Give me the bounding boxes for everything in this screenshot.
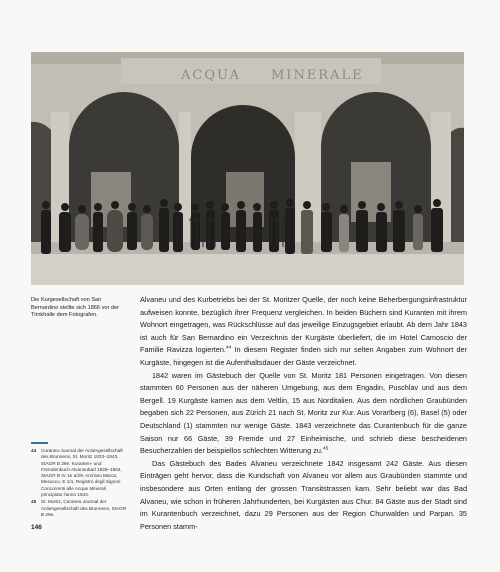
page-number: 146 — [31, 524, 42, 531]
footnote-text: Curaneu-Journal der Actiengesellschaft des Brunnens, St. Moritz 1833–1843, StAGR B 29e; Kuranten- und Fremdenbuch Alvaneubad 1828–1864, StAGR B IV 1e a/29; Archivio Marca, Mesocco, E 1/1, Registro degli Signori Concorrenti alle Acque Minerali principiato l'anno 1843. — [41, 448, 123, 498]
photo-caption: Die Kurgesellschaft von San Bernardino stellte sich 1866 vor der Trinkhalle dem Fotografen. — [31, 297, 119, 319]
footnote — [31, 448, 127, 498]
footnote-reference[interactable]: 44 — [225, 345, 232, 351]
footnote — [31, 499, 127, 518]
footnote-text: St. Moritz, Curaneu-Journal der Actiengesellschaft des Brunnens, StAGR B 29e. — [41, 499, 127, 517]
photo-illustration — [31, 52, 464, 285]
footnote-reference[interactable]: 45 — [322, 446, 329, 452]
footnote-number: 44 — [31, 448, 37, 453]
body-paragraph: 1842 waren im Gästebuch der Quelle von St. Moritz 181 Personen eingetragen. Von diesen stammten 60 Personen aus der näheren Umgebung, aus dem Engadin, Puschlav und aus dem Bergell. 19 Kurgäste kamen aus dem Veltlin, 15 aus Norditalien. Aus dem nördlichen Graubünden begaben sich 22 Personen, aus Zürich 21 nach St. Moritz zur Kur. Aus Vorarlberg (6), Basel (5) oder Deutschland (1) stammten nur wenige Gäste. 1843 verzeichnete das Curantenbuch für die ganze Saison nur 66 Gäste, 39 Fremde und 27 Einheimische, und schrieb diese bescheidenen Besucherzahlen der beispiellos schlechten Witterung zu.$^{45}$ — [140, 370, 467, 456]
historical-photograph — [31, 52, 464, 285]
body-text — [140, 294, 467, 533]
body-paragraph: Alvaneu und des Kurbetriebs bei der St. Moritzer Quelle, der noch keine Beherbergungsinfrastruktur aufweisen konnte, bezüglich ihrer Frequenz vergleichen. In beiden Büchern sind Kuranten mit ihrem Wohnort eingetragen, was Rückschlüsse auf das jeweilige Einzugsgebiet erlaubt. Ab dem Jahr 1843 ist auch für San Bernardino ein Verzeichnis der Kurgäste überliefert, die im Hotel Camoscio der Familie Ravizza logierten.$^{44}$ In diesem Register finden sich nur selten Angaben zum Wohnort der Kurgäste, hingegen ist die Aufenthaltsdauer der Gäste verzeichnet. — [140, 295, 467, 367]
footnotes — [31, 448, 127, 519]
sign-text-left: ACQUA — [181, 68, 241, 83]
sign-text-right: MINERALE — [271, 68, 364, 83]
body-paragraph: Das Gästebuch des Bades Alvaneu verzeichnete 1842 insgesamt 242 Gäste. Aus diesen Einträgen geht hervor, dass die Kundschaft von Alvaneu vor allem aus Graubünden stammte und insbesondere aus Orten entlang der grossen Transitstrassen kam. Sehr beliebt war das Bad Alvaneu, wie schon in früheren Jahrhunderten, bei Kurgästen aus Chur. 84 Gäste aus der Stadt sind im Kurantenbuch verzeichnet, dazu 29 Personen aus der Region Churwalden und Parpan. 35 Personen stamm- — [140, 458, 467, 531]
footnote-number: 45 — [31, 499, 37, 505]
notes-divider — [31, 442, 48, 444]
